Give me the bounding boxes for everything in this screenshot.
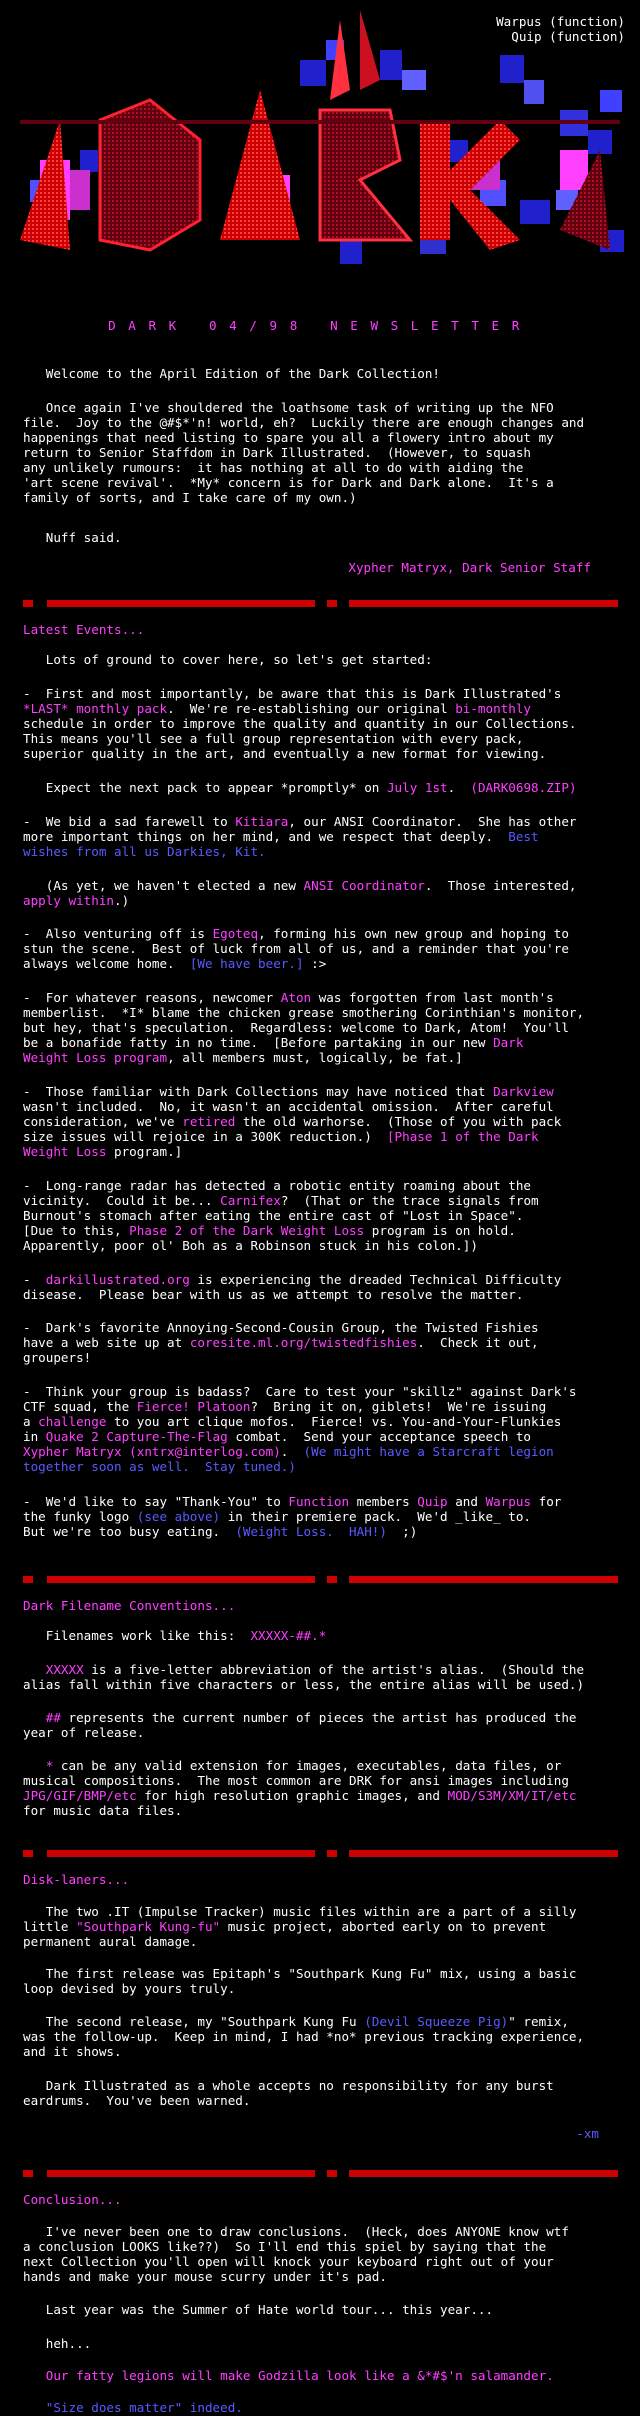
news-item: Expect the next pack to appear *promptly* on July 1st. (DARK0698.ZIP) <box>23 780 577 795</box>
news-item: - darkillustrated.org is experiencing the dreaded Technical Difficulty disease. Please bear with us as we attempt to resolve the matter. <box>23 1272 562 1302</box>
conclusion-item: "Size does matter" indeed. <box>23 2400 243 2415</box>
credits <box>496 14 625 44</box>
filename-extension: * can be any valid extension for images, executables, data files, or musical compositions. The most common are DRK for ansi images including JPG/GIF/BMP/etc for high resolution graphic images, and MOD/S3M/XM/IT/etc for music data files. <box>23 1758 577 1818</box>
intro-paragraph <box>23 400 623 505</box>
latest-intro: Lots of ground to cover here, so let's get started: <box>23 652 433 667</box>
divider <box>23 2170 618 2177</box>
news-item: - First and most importantly, be aware that this is Dark Illustrated's *LAST* monthly pack. We're re-establishing our original bi-monthly schedule in order to improve the quality and quantity in our Collections. This means you'll see a full group representation with every pack, superior quality in the art, and eventually a new format for viewing. <box>23 686 577 761</box>
divider <box>23 1850 618 1857</box>
intro-signature: Xypher Matryx, Dark Senior Staff <box>348 560 591 575</box>
disk-item: The second release, my "Southpark Kung Fu (Devil Squeeze Pig)" remix, was the follow-up. Keep in mind, I had *no* previous tracking experience, and it shows. <box>23 2014 585 2059</box>
intro-line: Once again I've shouldered the loathsome task of writing up the NFO <box>45 400 554 415</box>
news-item: - Think your group is badass? Care to test your "skillz" against Dark's CTF squad, the Fierce! Platoon? Bring it on, giblets! We're issuing a challenge to you art clique mofos. Fierce! vs. You-and-Your-Flunkies in Quake 2 Capture-The-Flag combat. Send your acceptance speech to Xypher Matryx (xntrx@interlog.com). (We might have a Starcraft legion together soon as well. Stay tuned.) <box>23 1384 577 1474</box>
intro-nuff <box>23 530 623 545</box>
intro-line: return to Senior Staffdom in Dark Illustrated. (However, to squash <box>23 445 531 460</box>
filename-format: Filenames work like this: XXXXX-##.* <box>23 1628 327 1643</box>
intro-line: 'art scene revival'. *My* concern is for Dark and Dark alone. It's a <box>23 475 554 490</box>
dark-logo <box>0 0 640 300</box>
disk-item: The first release was Epitaph's "Southpark Kung Fu" mix, using a basic loop devised by yours truly. <box>23 1966 577 1996</box>
disk-item: The two .IT (Impulse Tracker) music files within are a part of a silly little "Southpark Kung-fu" music project, aborted early on to prevent permanent aural damage. <box>23 1904 577 1949</box>
filename-number: ## represents the current number of pieces the artist has produced the year of release. <box>23 1710 577 1740</box>
divider <box>23 600 618 607</box>
intro-welcome-text: Welcome to the April Edition of the Dark Collection! <box>45 366 441 381</box>
section-disk-laners: Disk-laners... <box>23 1872 130 1887</box>
news-item: - Dark's favorite Annoying-Second-Cousin Group, the Twisted Fishies have a web site up at coresite.ml.org/twistedfishies. Check it out, groupers! <box>23 1320 539 1365</box>
news-item: - Long-range radar has detected a robotic entity roaming about the vicinity. Could it be... Carnifex? (That or the trace signals from Burnout's stomach after eating the entire cast of "Lost in Space". [Due to this, Phase 2 of the Dark Weight Loss program is on hold. Apparently, poor ol' Boh as a Robinson stuck in his colon.]) <box>23 1178 539 1253</box>
conclusion-item: Last year was the Summer of Hate world tour... this year... <box>23 2302 494 2317</box>
section-latest-events: Latest Events... <box>23 622 145 637</box>
intro-line: happenings that need listing to spare you all a flowery intro about my <box>23 430 554 445</box>
section-conclusion: Conclusion... <box>23 2192 122 2207</box>
news-item: - We bid a sad farewell to Kitiara, our ANSI Coordinator. She has other more important things on her mind, and we respect that deeply. Best wishes from all us Darkies, Kit. <box>23 814 577 859</box>
intro-nuff-text: Nuff said. <box>45 530 122 545</box>
news-item: - Also venturing off is Egoteq, forming his own new group and hoping to stun the scene. Best of luck from all of us, and a reminder that you're always welcome home. [We have beer.] :> <box>23 926 569 971</box>
news-item: - We'd like to say "Thank-You" to Function members Quip and Warpus for the funky logo (see above) in their premiere pack. We'd _like_ to. But we're too busy eating. (Weight Loss. HAH!) ;) <box>23 1494 562 1539</box>
intro-welcome <box>23 366 623 381</box>
intro-line: family of sorts, and I take care of my own.) <box>23 490 357 505</box>
news-item: (As yet, we haven't elected a new ANSI Coordinator. Those interested, apply within.) <box>23 878 577 908</box>
filename-xxxxx: XXXXX is a five-letter abbreviation of the artist's alias. (Should the alias fall within five characters or less, the entire alias will be used.) <box>23 1662 585 1692</box>
intro-line: file. Joy to the @#$*'n! world, eh? Luckily there are enough changes and <box>23 415 585 430</box>
conclusion-item: heh... <box>23 2336 92 2351</box>
credit-warpus: Warpus (function) <box>496 14 625 29</box>
divider <box>23 1576 618 1583</box>
news-item: - For whatever reasons, newcomer Aton was forgotten from last month's memberlist. *I* blame the chicken grease smothering Corinthian's monitor, but hey, that's speculation. Regardless: welcome to Dark, Atom! You'll be a bonafide fatty in no time. [Before partaking in our new Dark Weight Loss program, all members must, logically, be fat.] <box>23 990 585 1065</box>
conclusion-item: I've never been one to draw conclusions. (Heck, does ANYONE know wtf a conclusion LOOKS like??) So I'll end this spiel by saying that the next Collection you'll open will knock your keyboard right out of your hands and make your mouse scurry under it's pad. <box>23 2224 569 2284</box>
intro-line: any unlikely rumours: it has nothing at all to do with aiding the <box>23 460 524 475</box>
conclusion-item: Our fatty legions will make Godzilla look like a &*#$'n salamander. <box>23 2368 554 2383</box>
disk-signature: -xm <box>576 2126 599 2141</box>
section-filename-conventions: Dark Filename Conventions... <box>23 1598 236 1613</box>
news-item: - Those familiar with Dark Collections may have noticed that Darkview wasn't included. No, it wasn't an accidental omission. After careful consideration, we've retired the old warhorse. (Those of you with pack size issues will rejoice in a 300K reduction.) [Phase 1 of the Dark Weight Loss program.] <box>23 1084 562 1159</box>
credit-quip: Quip (function) <box>511 29 625 44</box>
disk-item: Dark Illustrated as a whole accepts no responsibility for any burst eardrums. You've been warned. <box>23 2078 554 2108</box>
newsletter-title: DARK 04/98 NEWSLETTER <box>108 318 532 333</box>
